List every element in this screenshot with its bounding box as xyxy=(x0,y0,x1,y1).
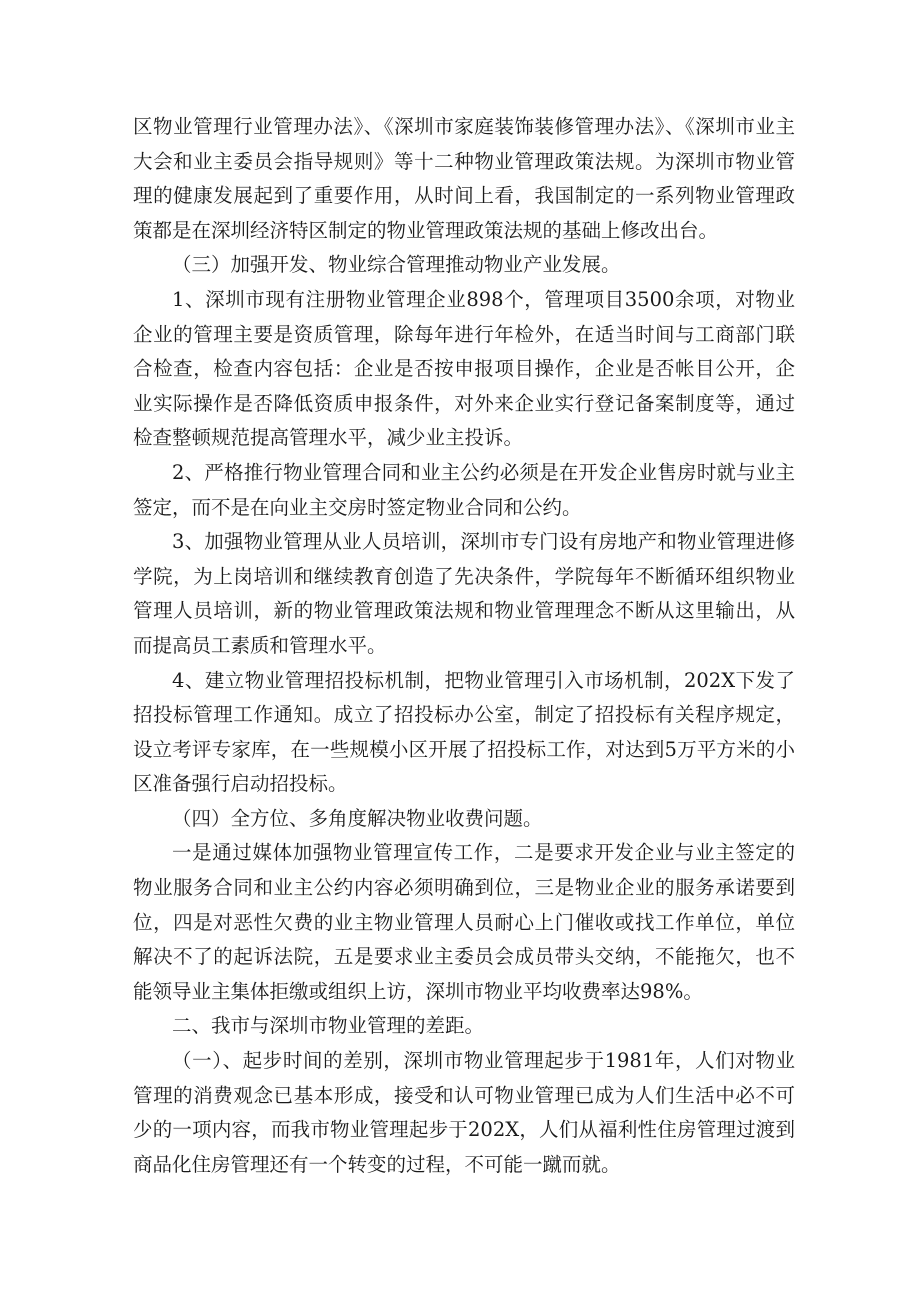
heading-section-3: （三）加强开发、物业综合管理推动物业产业发展。 xyxy=(172,253,621,277)
paragraph-fee-collection: 一是通过媒体加强物业管理宣传工作，二是要求开发企业与业主签定的物业服务合同和业主公约内容必须明确到位，三是物业企业的服务承诺要到位，四是对恶性欠费的业主物业管理人员耐心上门催收或找工作单位，单位解决不了的起诉法院，五是要求业主委员会成员带头交纳，不能拖欠，也不能领导业主集体拒缴或组织上访，深圳市物业平均收费率达98%。 xyxy=(133,841,795,1003)
paragraph-start-time-gap: （一）、起步时间的差别，深圳市物业管理起步于1981年，人们对物业管理的消费观念已基本形成，接受和认可物业管理已成为人们生活中必不可少的一项内容，而我市物业管理起步于202X，人们从福利性住房管理过渡到商品化住房管理还有一个转变的过程，不可能一蹴而就。 xyxy=(133,1049,795,1176)
heading-section-4: （四）全方位、多角度解决物业收费问题。 xyxy=(172,806,543,830)
paragraph-item-1: 1、深圳市现有注册物业管理企业898个，管理项目3500余项，对物业企业的管理主要是资质管理，除每年进行年检外，在适当时间与工商部门联合检查，检查内容包括：企业是否按申报项目操作，企业是否帐目公开，企业实际操作是否降低资质申报条件，对外来企业实行登记备案制度等，通过检查整顿规范提高管理水平，减少业主投诉。 xyxy=(133,287,795,450)
paragraph-item-2: 2、严格推行物业管理合同和业主公约必须是在开发企业售房时就与业主签定，而不是在向业主交房时签定物业合同和公约。 xyxy=(133,460,795,519)
document-body xyxy=(133,110,795,1182)
heading-part-2: 二、我市与深圳市物业管理的差距。 xyxy=(172,1014,485,1038)
paragraph-item-3: 3、加强物业管理从业人员培训，深圳市专门设有房地产和物业管理进修学院，为上岗培训和继续教育创造了先决条件，学院每年不断循环组织物业管理人员培训，新的物业管理政策法规和物业管理理念不断从这里输出，从而提高员工素质和管理水平。 xyxy=(133,530,795,657)
paragraph-regulations: 区物业管理行业管理办法》、《深圳市家庭装饰装修管理办法》、《深圳市业主大会和业主委员会指导规则》等十二种物业管理政策法规。为深圳市物业管理的健康发展起到了重要作用，从时间上看，我国制定的一系列物业管理政策都是在深圳经济特区制定的物业管理政策法规的基础上修改出台。 xyxy=(133,115,795,242)
paragraph-item-4: 4、建立物业管理招投标机制，把物业管理引入市场机制，202X下发了招投标管理工作通知。成立了招投标办公室，制定了招投标有关程序规定，设立考评专家库，在一些规模小区开展了招投标工作，对达到5万平方米的小区准备强行启动招投标。 xyxy=(133,668,795,796)
